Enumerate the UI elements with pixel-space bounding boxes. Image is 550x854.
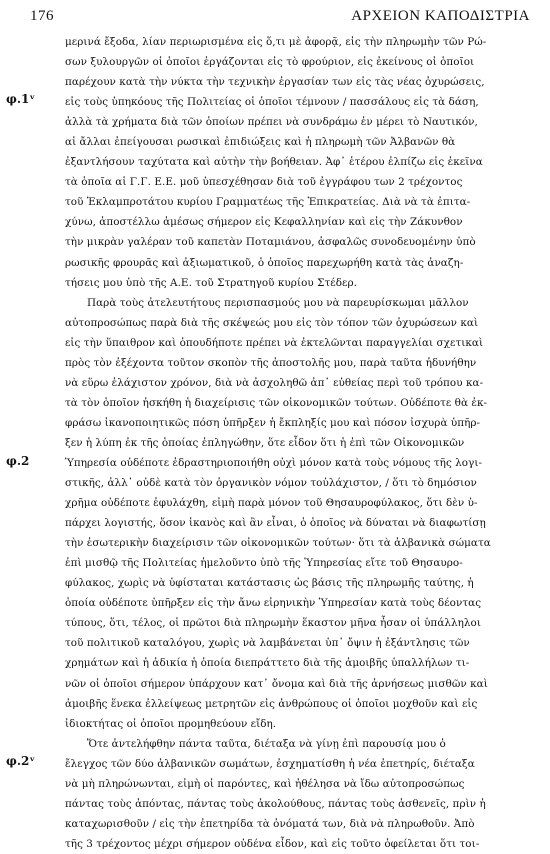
text-line: εἰς τὴν ὕπαιθρον καὶ ὁπουδήποτε πρέπει νὰ ἐκτελῶνται παραγγελίαι σχετικαὶ xyxy=(65,336,484,349)
text-line: τὰ τὸν ὁποῖον ἠσκήθη ἡ διαχείρισις τῶν οἰκονομικῶν τούτων. Οὐδέποτε θὰ ἐκ- xyxy=(65,396,488,409)
text-line: ὁποία οὐδέποτε ὑπῆρξεν εἰς τὴν ἄνω εἰρηνικὴν Ὑπηρεσίαν κατὰ τοὺς δέοντας xyxy=(65,597,482,610)
text-line: τὴν μικρὰν γαλέραν τοῦ καπετὰν Ποταμιάνου, ἀσφαλῶς συνοδευομένην ὑπὸ xyxy=(65,236,476,249)
margin-note-folio-1v: φ.1ᵛ xyxy=(6,92,36,106)
running-head: ΑΡΧΕΙΟΝ ΚΑΠΟΔΙΣΤΡΙΑ xyxy=(351,8,530,24)
margin-note-folio-2: φ.2 xyxy=(6,454,30,468)
text-line: χύνω, ἀποστέλλω ἀμέσως σήμερον εἰς Κεφαλληνίαν καὶ εἰς τὴν Ζάκυνθον xyxy=(65,216,463,229)
text-line: ξεν ἡ λύπη ἐκ τῆς ὁποίας ἐπληγώθην, ὅτε εἶδον ὅτι ἡ ἐπὶ τῶν Οἰκονομικῶν xyxy=(65,436,465,449)
text-line: εἰς τοὺς ὑπηκόους τῆς Πολιτείας οἱ ὁποῖοι τέμνουν / πασσάλους εἰς τὰ δάση, xyxy=(65,96,479,109)
text-line: τοῦ πολιτικοῦ καταλόγου, χωρὶς νὰ λαμβάνεται ὑπ᾽ ὄψιν ἡ ἐξάντλησις τῶν xyxy=(65,637,470,650)
text-line: τῆς 3 τρέχοντος μέχρι σήμερον οὐδένα εἶδον, καὶ εἰς τοῦτο ὀφείλεται ὅτι τοι- xyxy=(65,837,480,850)
text-line: ἔλεγχος τῶν δύο ἀλβανικῶν σωμάτων, ἐσχηματίσθη ἡ νέα ἐπετηρίς, διέταξα xyxy=(65,757,475,770)
text-line: νὰ εὕρω ἐλάχιστον χρόνον, διὰ νὰ ἀσχοληθῶ ἀπ᾽ εὐθείας περὶ τοῦ τρόπου κα- xyxy=(65,376,484,389)
text-line: νὰ μὴ πληρώνωνται, εἰμὴ οἱ παρόντες, καὶ ἠθέλησα νὰ ἴδω αὐτοπροσώπως xyxy=(65,777,465,790)
text-line: τύπους, ὅτι, τέλος, οἱ πρῶτοι διὰ πληρωμὴν ἕκαστον μῆνα ἦσαν οἱ ὑπάλληλοι xyxy=(65,617,481,630)
text-line: πάρχει λογιστής, ὅσον ἱκανὸς καὶ ἂν εἶναι, ὁ ὁποῖος νὰ δύναται νὰ διαφωτίσῃ xyxy=(65,517,486,530)
text-line: ἐπὶ μισθῷ τῆς Πολιτείας ἠμελοῦντο ὑπὸ τῆς Ὑπηρεσίας εἴτε τοῦ Θησαυρο- xyxy=(65,557,463,570)
text-line: χρημάτων καὶ ἡ ἀδικία ἡ ὁποία διεπράττετο διὰ τῆς ἀμοιβῆς ὑπαλλήλων τι- xyxy=(65,657,470,670)
text-line: παρέχουν κατὰ τὴν νύκτα τὴν τεχνικὴν ἐργασίαν των εἰς τὰς νέας ὀχυρώσεις, xyxy=(65,76,485,89)
text-line: στικῆς, ἀλλ᾽ οὐδὲ κατὰ τὸν ὀργανικὸν νόμον τοὐλάχιστον, / ὅτι τὸ δημόσιον xyxy=(65,477,477,490)
text-line: αἱ ἄλλαι ἐπείγουσαι ρωσικαὶ ἐπιδιώξεις καὶ ἡ πληρωμὴ τῶν Ἀλβανῶν θὰ xyxy=(65,136,456,149)
text-line: φράσω ἱκανοποιητικῶς πόση ὑπῆρξεν ἡ ἔκπληξίς μου καὶ πόσον ἰσχυρὰ ὑπῆρ- xyxy=(65,416,481,429)
text-line: σων ξυλουργῶν οἱ ὁποῖοι ἐργάζονται εἰς τὸ φρούριον, εἰς ἐκείνους οἱ ὁποῖοι xyxy=(65,56,475,69)
text-line: πρὸς τὸν ἐξέχοντα τοῦτον σκοπὸν τῆς ἀποστολῆς μου, παρὰ ταῦτα ἠδυνήθην xyxy=(65,356,477,369)
text-line: πάντας τοὺς ἀπόντας, πάντας τοὺς ἀκολούθους, πάντας τοὺς ἀσθενεῖς, πρὶν ἡ xyxy=(65,797,486,810)
text-line: ἀλλὰ τὰ χρήματα διὰ τῶν ὁποίων πρέπει νὰ συνδράμω ἐν μέρει τὸ Ναυτικόν, xyxy=(65,116,478,129)
text-line: ρωσικῆς φρουρᾶς καὶ ἀξιωματικοῦ, ὁ ὁποῖος παρεχωρήθη κατὰ τὰς ἀναζη- xyxy=(65,256,464,269)
text-line: τὰ ὁποῖα αἱ Γ.Γ. Ε.Ε. μοῦ ὑπεσχέθησαν διὰ τοῦ ἐγγράφου των 2 τρέχοντος xyxy=(65,176,463,189)
text-line: νῶν οἱ ὁποῖοι σήμερον ὑπάρχουν κατ᾽ ὄνομα καὶ διὰ τῆς ἀρνήσεως μισθῶν καὶ xyxy=(65,677,488,690)
text-line: ἐξαντλήσουν ταχύτατα καὶ αὐτὴν τὴν βοήθειαν. Ἀφ᾽ ἑτέρου ἐλπίζω εἰς ἐκεῖνα xyxy=(65,156,483,169)
text-line: μερινά ἔξοδα, λίαν περιωρισμένα εἰς ὅ,τι μὲ ἀφορᾷ, εἰς τὴν πληρωμὴν τῶν Ρώ- xyxy=(65,36,487,48)
text-line: Ὑπηρεσία οὐδέποτε ἐδραστηριοποιήθη οὐχὶ μόνον κατὰ τοὺς νόμους τῆς λογι- xyxy=(65,456,483,469)
text-line: τοῦ Ἐκλαμπροτάτου κυρίου Γραμματέως τῆς Ἐπικρατείας. Διὰ νὰ τὰ ἐπιτα- xyxy=(65,196,471,209)
text-line: τὴν ἐσωτερικὴν διαχείρισιν τῶν οἰκονομικῶν τούτων· ὅτι τὰ ἀλβανικὰ σώματα xyxy=(65,537,491,550)
text-line: αὐτοπροσώπως παρὰ διὰ τῆς σκέψεώς μου εἰς τὸν τόπον τῶν ὀχυρώσεων καὶ xyxy=(65,316,479,329)
paragraph-start-line: Παρὰ τοὺς ἀτελευτήτους περισπασμούς μου νὰ παρευρίσκωμαι μᾶλλον xyxy=(87,296,469,309)
text-line: τήσεις μου ὑπὸ τῆς Α.Ε. τοῦ Στρατηγοῦ κυρίου Στέδερ. xyxy=(65,276,357,289)
paragraph-start-line: Ὅτε ἀντελήφθην πάντα ταῦτα, διέταξα νὰ γίνῃ ἐπὶ παρουσίᾳ μου ὁ xyxy=(87,737,446,750)
text-line: ἀμοιβῆς ἕνεκα ἐλλείψεως μετρητῶν εἰς ἀνθρώπους οἱ ὁποῖοι μοχθοῦν καὶ εἰς xyxy=(65,697,478,710)
text-line: χρῆμα οὐδέποτε ἐφυλάχθη, εἰμὴ παρὰ μόνον τοῦ Θησαυροφύλακος, ὅτι δὲν ὑ- xyxy=(65,497,478,510)
page-number: 176 xyxy=(30,8,54,24)
text-line: ἰδιοκτήτας οἱ ὁποῖοι προμηθεύουν εἴδη. xyxy=(65,717,277,730)
body-text xyxy=(65,32,527,854)
page-header xyxy=(30,8,530,30)
margin-note-folio-2v: φ.2ᵛ xyxy=(6,754,36,768)
text-line: φύλακος, χωρὶς νὰ ὑφίσταται κατάστασις ὡς βάσις τῆς πληρωμῆς ταύτης, ἡ xyxy=(65,577,474,590)
text-line: καταχωρισθοῦν / εἰς τὴν ἐπετηρίδα τὰ ὀνόματά των, διὰ νὰ πληρωθοῦν. Ἀπὸ xyxy=(65,817,475,830)
